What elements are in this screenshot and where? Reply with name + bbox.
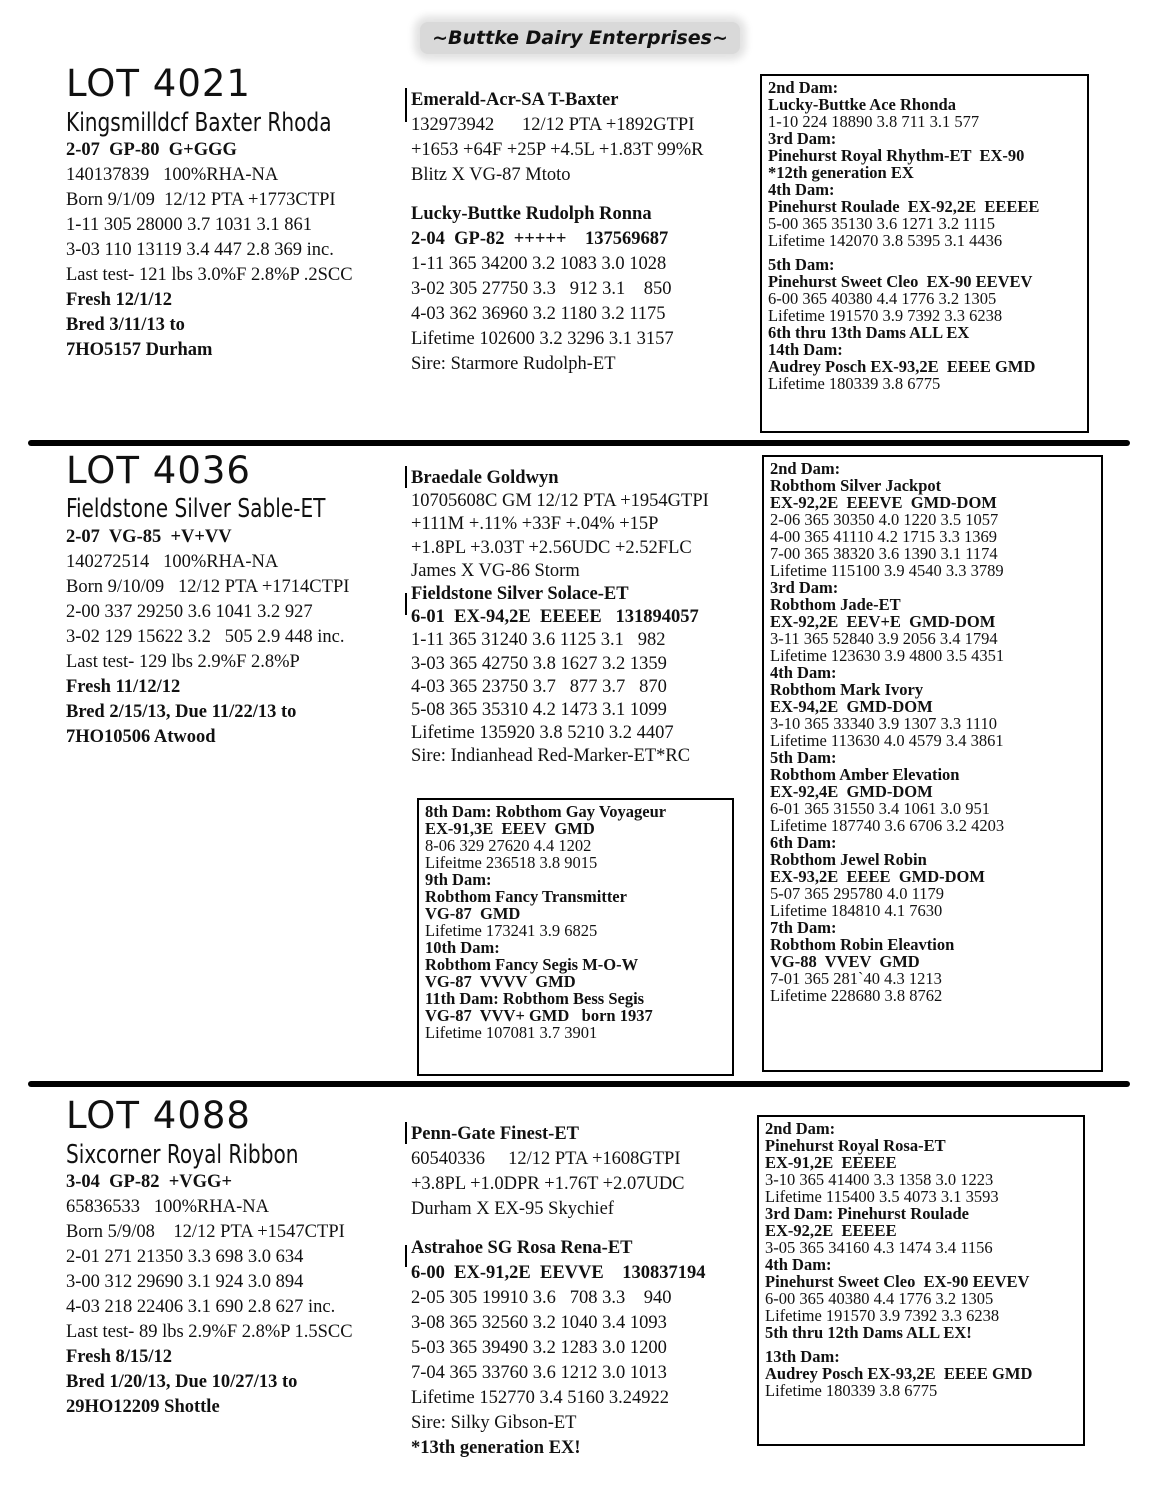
text-line: 7-00 365 38320 3.6 1390 3.1 1174 <box>770 544 998 563</box>
text-line: 2-04 GP-82 +++++ 137569687 <box>411 229 669 249</box>
text-line: 7HO10506 Atwood <box>66 727 216 747</box>
section-divider <box>28 440 1130 446</box>
text-line: Robthom Mark Ivory <box>770 680 924 699</box>
text-line: 6th thru 13th Dams ALL EX <box>768 323 970 342</box>
text-line: 2-07 GP-80 G+GGG <box>66 140 237 160</box>
page-header: ~Buttke Dairy Enterprises~ <box>420 22 740 54</box>
text-line: 6-00 365 40380 4.4 1776 3.2 1305 <box>765 1289 994 1308</box>
text-line: VG-87 VVV+ GMD born 1937 <box>425 1006 653 1025</box>
text-line: Born 9/10/09 12/12 PTA +1714CTPI <box>66 577 350 597</box>
text-line: 2nd Dam: <box>768 78 839 97</box>
text-line: VG-87 GMD <box>425 904 521 923</box>
cow-name: Sixcorner Royal Ribbon <box>66 1140 299 1170</box>
text-line: 132973942 12/12 PTA +1892GTPI <box>411 115 695 135</box>
text-line: 3rd Dam: <box>770 578 839 597</box>
lot-number: LOT 4088 <box>66 1094 251 1137</box>
text-line: 2nd Dam: <box>765 1119 836 1138</box>
text-line: 3-08 365 32560 3.2 1040 3.4 1093 <box>411 1313 667 1333</box>
text-line: Lifeitme 236518 3.8 9015 <box>425 853 598 872</box>
text-line: Lifetime 142070 3.8 5395 3.1 4436 <box>768 231 1003 250</box>
text-line: 7HO5157 Durham <box>66 340 213 360</box>
lot-number: LOT 4021 <box>66 62 251 105</box>
text-line: 13th Dam: <box>765 1347 840 1366</box>
text-line: 1-10 224 18890 3.8 711 3.1 577 <box>768 112 980 131</box>
pedigree-bar <box>405 1245 407 1267</box>
text-line: 6-01 EX-94,2E EEEEE 131894057 <box>411 607 699 628</box>
text-line: 5-00 365 35130 3.6 1271 3.2 1115 <box>768 214 996 233</box>
cow-info <box>66 138 353 363</box>
text-line: Lifetime 113630 4.0 4579 3.4 3861 <box>770 731 1004 750</box>
text-line: 7-01 365 281`40 4.3 1213 <box>770 969 942 988</box>
text-line: VG-88 VVEV GMD <box>770 952 920 971</box>
text-line: 1-11 365 34200 3.2 1083 3.0 1028 <box>411 254 667 274</box>
pedigree-bar <box>405 466 407 488</box>
ancestor-box <box>417 798 734 1076</box>
pedigree-bar <box>405 593 407 615</box>
text-line: EX-92,4E GMD-DOM <box>770 782 933 801</box>
text-line: 4-03 365 23750 3.7 877 3.7 870 <box>411 676 667 697</box>
text-line: Lifetime 115400 3.5 4073 3.1 3593 <box>765 1187 999 1206</box>
text-line: Bred 1/20/13, Due 10/27/13 to <box>66 1372 298 1392</box>
text-line: 4th Dam: <box>765 1255 832 1274</box>
text-line: 3-05 365 34160 4.3 1474 3.4 1156 <box>765 1238 993 1257</box>
text-line: Sire: Starmore Rudolph-ET <box>411 354 616 374</box>
text-line: VG-87 VVVV GMD <box>425 972 576 991</box>
text-line: Last test- 121 lbs 3.0%F 2.8%P .2SCC <box>66 265 353 285</box>
text-line: EX-92,2E EEEEE <box>765 1221 897 1240</box>
text-line: EX-91,3E EEEV GMD <box>425 819 595 838</box>
text-line: James X VG-86 Storm <box>411 560 580 581</box>
text-line: 7th Dam: <box>770 918 837 937</box>
cow-info <box>66 525 349 750</box>
text-line: Pinehurst Roulade EX-92,2E EEEEE <box>768 197 1040 216</box>
text-line: Lifetime 102600 3.2 3296 3.1 3157 <box>411 329 674 349</box>
text-line: Robthom Jade-ET <box>770 595 901 614</box>
text-line: Born 5/9/08 12/12 PTA +1547CTPI <box>66 1222 345 1242</box>
text-line: 3rd Dam: <box>768 129 837 148</box>
text-line: Blitz X VG-87 Mtoto <box>411 165 571 185</box>
text-line: Penn-Gate Finest-ET <box>411 1124 580 1144</box>
text-line: 3-11 365 52840 3.9 2056 3.4 1794 <box>770 629 998 648</box>
text-line: Bred 3/11/13 to <box>66 315 185 335</box>
text-line: 3-02 305 27750 3.3 912 3.1 850 <box>411 279 672 299</box>
text-line: Sire: Indianhead Red-Marker-ET*RC <box>411 746 691 767</box>
text-line: EX-94,2E GMD-DOM <box>770 697 933 716</box>
text-line: Lucky-Buttke Ace Rhonda <box>768 95 956 114</box>
text-line: 5-08 365 35310 4.2 1473 3.1 1099 <box>411 700 667 721</box>
text-line: Fresh 11/12/12 <box>66 677 181 697</box>
text-line: Last test- 89 lbs 2.9%F 2.8%P 1.5SCC <box>66 1322 353 1342</box>
text-line: 3-10 365 33340 3.9 1307 3.3 1110 <box>770 714 998 733</box>
dam-box <box>762 455 1103 1072</box>
text-line: Audrey Posch EX-93,2E EEEE GMD <box>765 1364 1033 1383</box>
text-line: 2nd Dam: <box>770 459 841 478</box>
text-line: Lifetime 123630 3.9 4800 3.5 4351 <box>770 646 1005 665</box>
text-line: 3rd Dam: Pinehurst Roulade <box>765 1204 969 1223</box>
text-line: Lucky-Buttke Rudolph Ronna <box>411 204 652 224</box>
text-line: Braedale Goldwyn <box>411 468 559 488</box>
text-line: 3-02 129 15622 3.2 505 2.9 448 inc. <box>66 627 345 647</box>
text-line: 5th Dam: <box>770 748 837 767</box>
text-line: 6-00 EX-91,2E EEVVE 130837194 <box>411 1263 706 1283</box>
text-line: 3-00 312 29690 3.1 924 3.0 894 <box>66 1272 304 1292</box>
text-line: Born 9/1/09 12/12 PTA +1773CTPI <box>66 190 336 210</box>
text-line: 2-05 305 19910 3.6 708 3.3 940 <box>411 1288 672 1308</box>
text-line: 8th Dam: Robthom Gay Voyageur <box>425 802 667 821</box>
text-line: 14th Dam: <box>768 340 843 359</box>
pedigree-bar <box>405 88 407 122</box>
text-line: Robthom Robin Eleavtion <box>770 935 955 954</box>
cow-name: Kingsmilldcf Baxter Rhoda <box>66 108 332 138</box>
text-line: 2-01 271 21350 3.3 698 3.0 634 <box>66 1247 304 1267</box>
text-line: 2-00 337 29250 3.6 1041 3.2 927 <box>66 602 313 622</box>
text-line: Fresh 12/1/12 <box>66 290 173 310</box>
text-line: 8-06 329 27620 4.4 1202 <box>425 836 592 855</box>
text-line: 3-03 110 13119 3.4 447 2.8 369 inc. <box>66 240 334 260</box>
text-line: Lifetime 191570 3.9 7392 3.3 6238 <box>765 1306 1000 1325</box>
text-line: 6-00 365 40380 4.4 1776 3.2 1305 <box>768 289 997 308</box>
pedigree <box>411 1122 705 1461</box>
text-line: 3-03 365 42750 3.8 1627 3.2 1359 <box>411 653 667 674</box>
text-line: Fieldstone Silver Solace-ET <box>411 584 629 605</box>
text-line: Lifetime 180339 3.8 6775 <box>765 1381 938 1400</box>
dam-box <box>757 1115 1085 1446</box>
section-divider <box>28 1081 1130 1087</box>
text-line: Pinehurst Royal Rhythm-ET EX-90 <box>768 146 1025 165</box>
text-line: Lifetime 191570 3.9 7392 3.3 6238 <box>768 306 1003 325</box>
text-line: 3-04 GP-82 +VGG+ <box>66 1172 232 1192</box>
text-line: Lifetime 228680 3.8 8762 <box>770 986 943 1005</box>
cow-name: Fieldstone Silver Sable-ET <box>66 494 326 524</box>
text-line: 2-06 365 30350 4.0 1220 3.5 1057 <box>770 510 999 529</box>
spacer <box>411 1222 705 1236</box>
text-line: 10th Dam: <box>425 938 500 957</box>
text-line: 5th thru 12th Dams ALL EX! <box>765 1323 972 1342</box>
text-line: 65836533 100%RHA-NA <box>66 1197 269 1217</box>
text-line: 1-11 365 31240 3.6 1125 3.1 982 <box>411 630 666 651</box>
text-line: Lifetime 135920 3.8 5210 3.2 4407 <box>411 723 674 744</box>
text-line: 6th Dam: <box>770 833 837 852</box>
text-line: *12th generation EX <box>768 163 914 182</box>
pedigree <box>411 467 709 769</box>
dam-box <box>760 74 1089 433</box>
text-line: Last test- 129 lbs 2.9%F 2.8%P <box>66 652 300 672</box>
spacer <box>411 188 704 202</box>
text-line: Lifetime 152770 3.4 5160 3.24922 <box>411 1388 669 1408</box>
text-line: 140137839 100%RHA-NA <box>66 165 279 185</box>
text-line: 7-04 365 33760 3.6 1212 3.0 1013 <box>411 1363 667 1383</box>
text-line: Audrey Posch EX-93,2E EEEE GMD <box>768 357 1036 376</box>
text-line: 11th Dam: Robthom Bess Segis <box>425 989 645 1008</box>
text-line: +1653 +64F +25P +4.5L +1.83T 99%R <box>411 140 704 160</box>
text-line: 60540336 12/12 PTA +1608GTPI <box>411 1149 681 1169</box>
text-line: Lifetime 180339 3.8 6775 <box>768 374 941 393</box>
text-line: 10705608C GM 12/12 PTA +1954GTPI <box>411 491 709 512</box>
text-line: EX-92,2E EEV+E GMD-DOM <box>770 612 996 631</box>
text-line: Lifetime 115100 3.9 4540 3.3 3789 <box>770 561 1004 580</box>
text-line: +111M +.11% +33F +.04% +15P <box>411 514 659 535</box>
text-line: Bred 2/15/13, Due 11/22/13 to <box>66 702 297 722</box>
text-line: 4-00 365 41110 4.2 1715 3.3 1369 <box>770 527 998 546</box>
text-line: +3.8PL +1.0DPR +1.76T +2.07UDC <box>411 1174 685 1194</box>
text-line: 5-03 365 39490 3.2 1283 3.0 1200 <box>411 1338 667 1358</box>
text-line: Robthom Silver Jackpot <box>770 476 942 495</box>
text-line: Lifetime 107081 3.7 3901 <box>425 1023 598 1042</box>
text-line: 1-11 305 28000 3.7 1031 3.1 861 <box>66 215 312 235</box>
text-line: 6-01 365 31550 3.4 1061 3.0 951 <box>770 799 990 818</box>
text-line: Sire: Silky Gibson-ET <box>411 1413 577 1433</box>
text-line: Robthom Amber Elevation <box>770 765 960 784</box>
text-line: 29HO12209 Shottle <box>66 1397 220 1417</box>
text-line: EX-92,2E EEEVE GMD-DOM <box>770 493 997 512</box>
text-line: 5th Dam: <box>768 255 835 274</box>
text-line: Pinehurst Royal Rosa-ET <box>765 1136 946 1155</box>
text-line: Robthom Fancy Transmitter <box>425 887 627 906</box>
text-line: Lifetime 184810 4.1 7630 <box>770 901 943 920</box>
text-line: Fresh 8/15/12 <box>66 1347 173 1367</box>
text-line: 4th Dam: <box>770 663 837 682</box>
text-line: EX-93,2E EEEE GMD-DOM <box>770 867 985 886</box>
text-line: 140272514 100%RHA-NA <box>66 552 279 572</box>
text-line: *13th generation EX! <box>411 1438 581 1458</box>
text-line: 2-07 VG-85 +V+VV <box>66 527 232 547</box>
text-line: Emerald-Acr-SA T-Baxter <box>411 90 619 110</box>
text-line: +1.8PL +3.03T +2.56UDC +2.52FLC <box>411 537 692 558</box>
text-line: Pinehurst Sweet Cleo EX-90 EEVEV <box>768 272 1033 291</box>
text-line: Robthom Jewel Robin <box>770 850 927 869</box>
lot-number: LOT 4036 <box>66 449 251 492</box>
text-line: 4-03 362 36960 3.2 1180 3.2 1175 <box>411 304 666 324</box>
text-line: Astrahoe SG Rosa Rena-ET <box>411 1238 633 1258</box>
text-line: Lifetime 173241 3.9 6825 <box>425 921 598 940</box>
text-line: Durham X EX-95 Skychief <box>411 1199 614 1219</box>
text-line: Pinehurst Sweet Cleo EX-90 EEVEV <box>765 1272 1030 1291</box>
cow-info <box>66 1170 353 1420</box>
text-line: Robthom Fancy Segis M-O-W <box>425 955 639 974</box>
pedigree-bar <box>405 1122 407 1144</box>
text-line: 5-07 365 295780 4.0 1179 <box>770 884 945 903</box>
text-line: 4th Dam: <box>768 180 835 199</box>
text-line: 4-03 218 22406 3.1 690 2.8 627 inc. <box>66 1297 336 1317</box>
text-line: Lifetime 187740 3.6 6706 3.2 4203 <box>770 816 1005 835</box>
text-line: 3-10 365 41400 3.3 1358 3.0 1223 <box>765 1170 994 1189</box>
pedigree <box>411 88 704 377</box>
text-line: 9th Dam: <box>425 870 492 889</box>
text-line: EX-91,2E EEEEE <box>765 1153 897 1172</box>
